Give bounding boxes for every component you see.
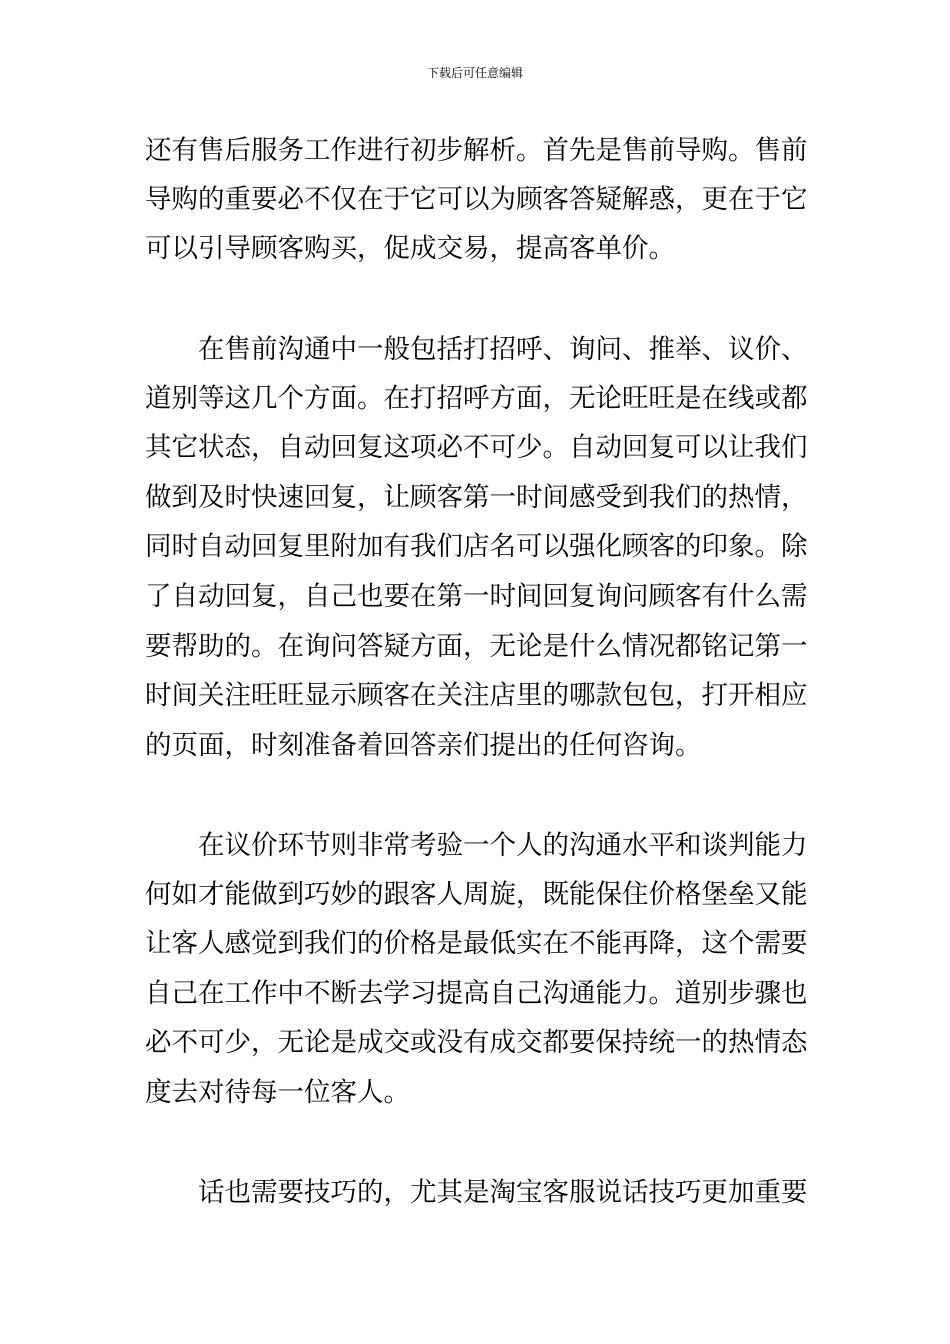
text-line: 导购的重要必不仅在于它可以为顾客答疑解惑，更在于它 [145,184,808,215]
text-line: 的页面，时刻准备着回答亲们提出的任何咨询。 [145,730,702,761]
text-line: 道别等这几个方面。在打招呼方面，无论旺旺是在线或都 [145,383,808,414]
text-line: 何如才能做到巧妙的跟客人周旋，既能保住价格堡垒又能 [145,879,808,910]
text-line: 可以引导顾客购买，促成交易，提高客单价。 [145,233,675,264]
text-line: 在议价环节则非常考验一个人的沟通水平和谈判能力 [198,830,808,861]
text-line: 必不可少，无论是成交或没有成交都要保持统一的热情态 [145,1027,808,1058]
page-header: 下载后可任意编辑 [426,66,523,80]
text-line: 要帮助的。在询问答疑方面，无论是什么情况都铭记第一 [145,631,808,662]
text-line: 做到及时快速回复，让顾客第一时间感受到我们的热情， [145,482,808,513]
text-line: 同时自动回复里附加有我们店名可以强化顾客的印象。除 [145,531,808,562]
text-line: 让客人感觉到我们的价格是最低实在不能再降，这个需要 [145,928,808,959]
text-line: 了自动回复，自己也要在第一时间回复询问顾客有什么需 [145,581,808,612]
text-line: 还有售后服务工作进行初步解析。首先是售前导购。售前 [145,135,808,166]
text-line: 在售前沟通中一般包括打招呼、询问、推举、议价、 [198,334,808,365]
text-line: 自己在工作中不断去学习提高自己沟通能力。道别步骤也 [145,978,808,1009]
text-line: 时间关注旺旺显示顾客在关注店里的哪款包包，打开相应 [145,680,808,711]
text-line: 度去对待每一位客人。 [145,1077,410,1108]
text-line: 话也需要技巧的，尤其是淘宝客服说话技巧更加重要 [198,1177,808,1208]
text-line: 其它状态，自动回复这项必不可少。自动回复可以让我们 [145,432,808,463]
